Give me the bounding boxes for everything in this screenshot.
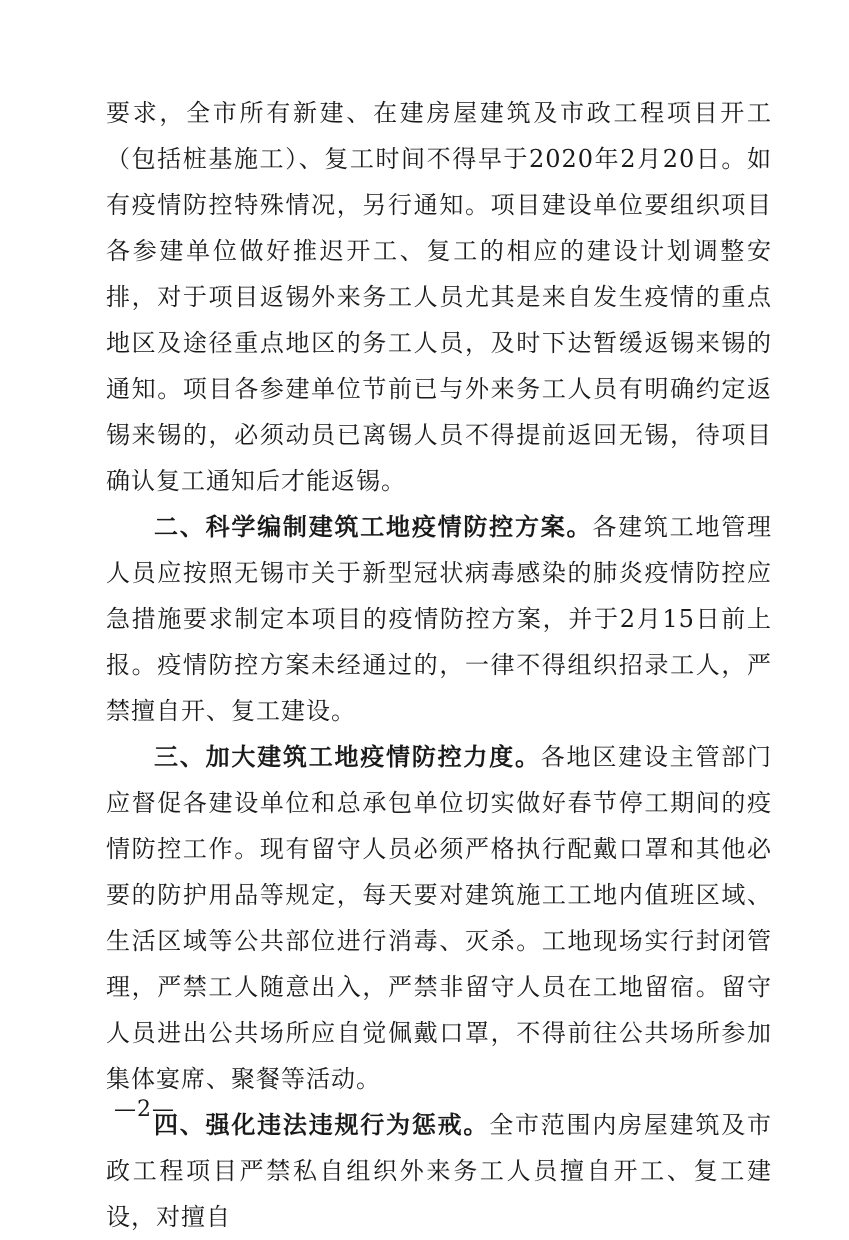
paragraph-section-3	[106, 734, 772, 1102]
document-body	[106, 90, 772, 1240]
paragraph-section-2	[106, 504, 772, 734]
section-heading-2: 二、科学编制建筑工地疫情防控方案。	[154, 513, 593, 541]
section-heading-4: 四、强化违法违规行为惩戒。	[154, 1111, 490, 1139]
paragraph-text: 各地区建设主管部门应督促各建设单位和总承包单位切实做好春节停工期间的疫情防控工作。现有留守人员必须严格执行配戴口罩和其他必要的防护用品等规定，每天要对建筑施工工地内值班区域、生活区域等公共部位进行消毒、灭杀。工地现场实行封闭管理，严禁工人随意出入，严禁非留守人员在工地留宿。留守人员进出公共场所应自觉佩戴口罩，不得前往公共场所参加集体宴席、聚餐等活动。	[106, 743, 773, 1093]
paragraph-text: 各建筑工地管理人员应按照无锡市关于新型冠状病毒感染的肺炎疫情防控应急措施要求制定本项目的疫情防控方案，并于2月15日前上报。疫情防控方案未经通过的，一律不得组织招录工人，严禁擅自开、复工建设。	[106, 513, 773, 725]
paragraph-continuation	[106, 90, 772, 504]
paragraph-text: 全市范围内房屋建筑及市政工程项目严禁私自组织外来务工人员擅自开工、复工建设，对擅自	[106, 1111, 773, 1231]
section-heading-3: 三、加大建筑工地疫情防控力度。	[154, 743, 541, 771]
page-number: —2—	[114, 1097, 175, 1122]
paragraph-text: 要求，全市所有新建、在建房屋建筑及市政工程项目开工（包括桩基施工）、复工时间不得早于2020年2月20日。如有疫情防控特殊情况，另行通知。项目建设单位要组织项目各参建单位做好推迟开工、复工的相应的建设计划调整安排，对于项目返锡外来务工人员尤其是来自发生疫情的重点地区及途径重点地区的务工人员，及时下达暂缓返锡来锡的通知。项目各参建单位节前已与外来务工人员有明确约定返锡来锡的，必须动员已离锡人员不得提前返回无锡，待项目确认复工通知后才能返锡。	[106, 99, 772, 495]
paragraph-section-4	[106, 1102, 772, 1240]
